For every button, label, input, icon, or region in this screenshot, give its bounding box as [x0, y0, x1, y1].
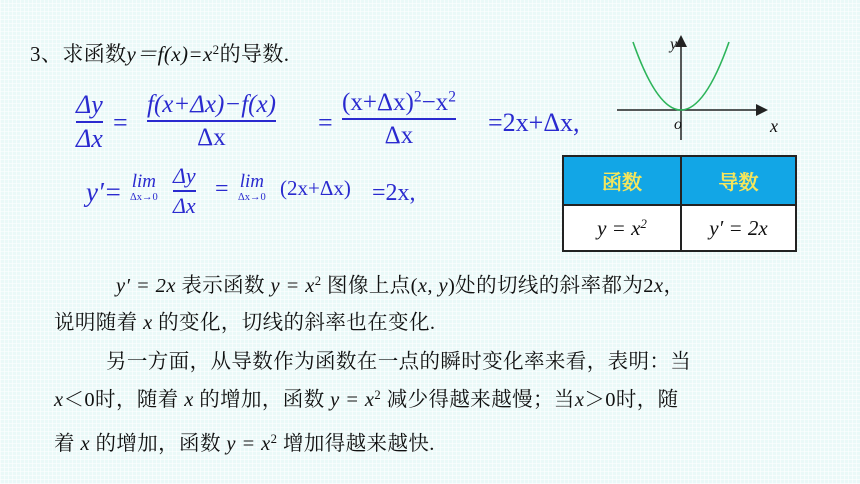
cell-function-text: y = x — [597, 215, 641, 240]
fraction-numerator: Δy — [173, 163, 196, 188]
text-fragment: 图像上点( — [321, 275, 418, 297]
fraction-numerator: f(x+Δx)−f(x) — [147, 91, 276, 118]
text-fragment: y — [438, 275, 448, 297]
fraction-dy-dx — [76, 92, 103, 152]
text-fragment: y = x — [270, 275, 315, 297]
problem-exponent: 2 — [212, 41, 220, 57]
paragraph-line-4 — [54, 382, 679, 412]
text-fragment: y = x — [226, 433, 271, 455]
limit-expression: (2x+Δx) — [280, 176, 351, 200]
text-fragment: )处的切线的斜率都为2 — [447, 275, 654, 297]
numerator-exponent: 2 — [448, 88, 456, 106]
text-fragment: 说明随着 — [54, 312, 144, 334]
fraction-difference-quotient — [147, 92, 276, 150]
text-fragment: ＜0时，随着 — [63, 389, 185, 411]
fraction-bar — [76, 121, 103, 123]
fraction-denominator: Δx — [384, 121, 414, 149]
fraction-numerator — [342, 90, 456, 115]
fraction-bar — [342, 118, 456, 120]
text-fragment: 另一方面，从导数作为函数在一点的瞬时变化率来看，表明：当 — [106, 351, 692, 373]
text-fragment: ＞0时，随 — [584, 389, 679, 411]
origin-label: o — [674, 116, 682, 133]
table-header-row — [563, 156, 796, 205]
header-function: 函数 — [563, 156, 681, 205]
fraction-denominator: Δx — [197, 123, 226, 151]
text-fragment: 表示函数 — [175, 275, 271, 297]
y-axis-label: y — [670, 36, 678, 53]
result-line1: =2x+Δx, — [488, 108, 580, 137]
numerator-part: (x+Δx) — [342, 89, 414, 116]
function-derivative-table — [562, 155, 797, 252]
fraction-denominator: Δx — [173, 192, 196, 218]
text-fragment: x — [653, 275, 664, 297]
text-fragment: 的增加，函数 — [89, 433, 227, 455]
text-fragment: x — [417, 275, 428, 297]
result-line2: =2x, — [372, 180, 416, 206]
problem-function: y＝f(x)=x — [126, 42, 213, 66]
limit-operator — [130, 172, 158, 204]
numerator-exponent: 2 — [413, 88, 422, 106]
problem-text: 求函数 — [62, 42, 127, 66]
text-fragment: x — [184, 389, 194, 411]
paragraph-line-1 — [116, 268, 684, 298]
equals-sign: = — [113, 108, 128, 137]
cell-function-exponent: 2 — [640, 215, 647, 231]
limit-subscript: Δx→0 — [130, 192, 158, 203]
fraction-numerator: Δy — [76, 90, 103, 119]
fraction-bar — [173, 190, 196, 192]
equals-sign: = — [318, 108, 333, 137]
problem-number: 3、 — [30, 42, 63, 66]
text-fragment: ， — [663, 275, 685, 297]
problem-suffix: 的导数. — [219, 42, 290, 66]
paragraph-line-3 — [106, 344, 691, 374]
text-fragment: x — [574, 389, 585, 411]
text-fragment: x — [80, 433, 90, 455]
limit-word: lim — [131, 171, 157, 192]
text-fragment: x — [54, 389, 64, 411]
numerator-part: −x — [421, 89, 449, 116]
x-axis-label: x — [770, 116, 778, 136]
fraction-dy-dx-2 — [173, 165, 196, 217]
parabola-graph — [600, 30, 785, 140]
header-derivative: 导数 — [681, 156, 796, 205]
fraction-bar — [147, 120, 276, 122]
fraction-denominator: Δx — [76, 123, 103, 153]
text-fragment: 的增加，函数 — [193, 389, 331, 411]
text-exponent: 2 — [270, 432, 278, 447]
y-prime: y′= — [86, 177, 123, 207]
text-fragment: y = x — [330, 389, 375, 411]
paragraph-line-2 — [54, 305, 435, 335]
text-fragment: 的变化，切线的斜率也在变化. — [152, 312, 436, 334]
text-exponent: 2 — [314, 274, 322, 289]
limit-word: lim — [239, 171, 265, 192]
limit-operator — [238, 172, 266, 204]
text-exponent: 2 — [374, 388, 382, 403]
paragraph-line-5 — [54, 426, 435, 456]
text-fragment: 增加得越来越快. — [277, 433, 435, 455]
text-fragment: x — [143, 312, 153, 334]
limit-subscript: Δx→0 — [238, 192, 266, 203]
text-fragment: , — [427, 275, 439, 297]
cell-function — [563, 205, 681, 251]
fraction-expanded — [342, 90, 456, 148]
cell-derivative: y′ = 2x — [681, 205, 796, 251]
table-row — [563, 205, 796, 251]
text-fragment: y′ = 2x — [116, 275, 176, 297]
problem-statement — [30, 38, 289, 68]
equals-sign: = — [215, 176, 229, 202]
text-fragment: 减少得越来越慢；当 — [381, 389, 575, 411]
text-fragment: 着 — [54, 433, 81, 455]
